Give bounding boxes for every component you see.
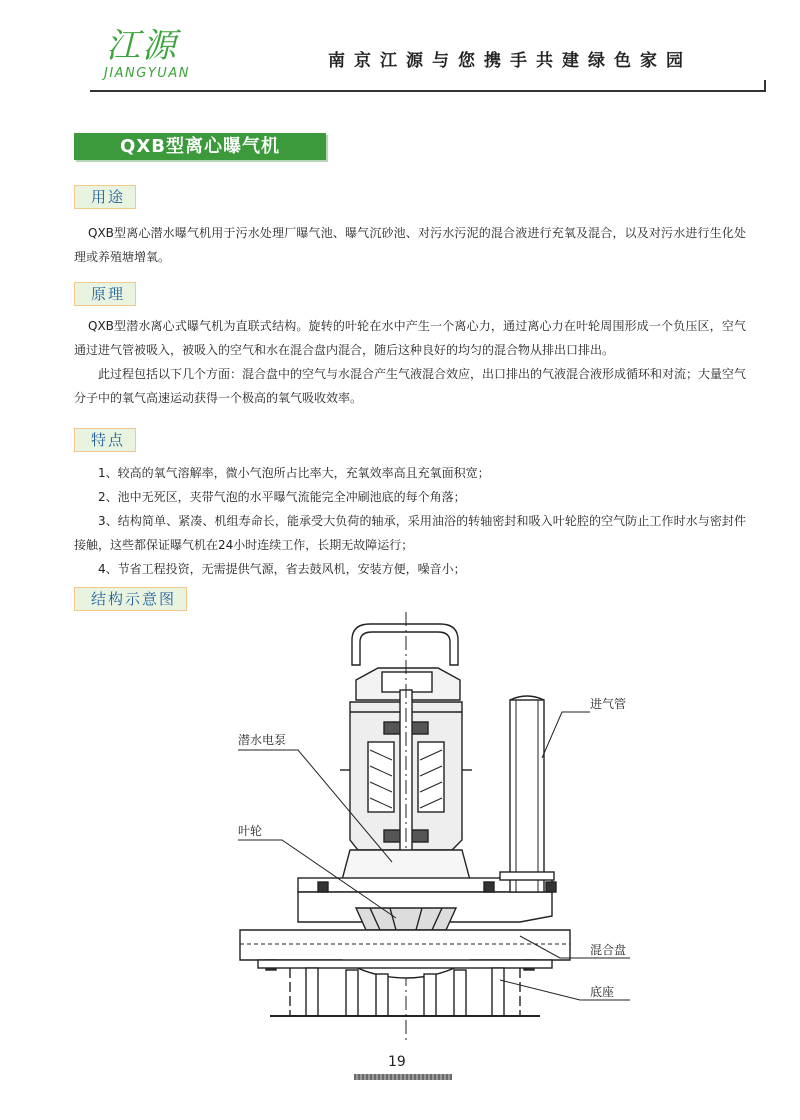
- page-title: QXB型离心曝气机: [74, 133, 326, 160]
- label-air-inlet-pipe: 进气管: [590, 697, 627, 711]
- logo-chinese: 江源: [106, 26, 178, 66]
- feature-item-4: 4、节省工程投资，无需提供气源，省去鼓风机，安装方便，噪音小；: [98, 562, 466, 576]
- page-number: 19: [388, 1054, 406, 1070]
- section-heading-usage: 用途: [74, 185, 136, 209]
- principle-paragraph-2: 此过程包括以下几个方面：混合盘中的空气与水混合产生气液混合效应，出口排出的气液混合液形成循环和对流；大量空气分子中的氧气高速运动获得一个极高的氧气吸收效率。: [74, 367, 747, 405]
- header-slogan: 南京江源与您携手共建绿色家园: [328, 51, 692, 71]
- logo-english: JIANGYUAN: [104, 66, 190, 81]
- feature-item-2: 2、池中无死区，夹带气泡的水平曝气流能完全冲刷池底的每个角落；: [98, 490, 466, 504]
- section-heading-principle: 原理: [74, 282, 136, 306]
- feature-item-3: 3、结构简单、紧凑、机组寿命长，能承受大负荷的轴承，采用油浴的转轴密封和吸入叶轮腔的空气防止工作时水与密封件接触，这些都保证曝气机在24小时连续工作，长期无故障运行；: [74, 514, 746, 552]
- section-heading-diagram: 结构示意图: [74, 587, 187, 611]
- label-impeller: 叶轮: [238, 824, 263, 838]
- page-number-underline: [354, 1074, 452, 1080]
- section-heading-features: 特点: [74, 428, 136, 452]
- principle-paragraph-1: QXB型潜水离心式曝气机为直联式结构。旋转的叶轮在水中产生一个离心力，通过离心力在叶轮周围形成一个负压区，空气通过进气管被吸入，被吸入的空气和水在混合盘内混合，随后这种良好的均匀的混合物从排出口排出。: [74, 319, 746, 357]
- label-submersible-pump: 潜水电泵: [238, 733, 287, 747]
- usage-text: QXB型离心潜水曝气机用于污水处理厂曝气池、曝气沉砂池、对污水污泥的混合液进行充氧及混合，以及对污水进行生化处理或养殖塘增氧。: [74, 226, 746, 264]
- label-base: 底座: [590, 985, 615, 999]
- label-mixing-disk: 混合盘: [590, 943, 627, 957]
- feature-item-1: 1、较高的氧气溶解率，微小气泡所占比率大，充氧效率高且充氧面积宽；: [98, 466, 490, 480]
